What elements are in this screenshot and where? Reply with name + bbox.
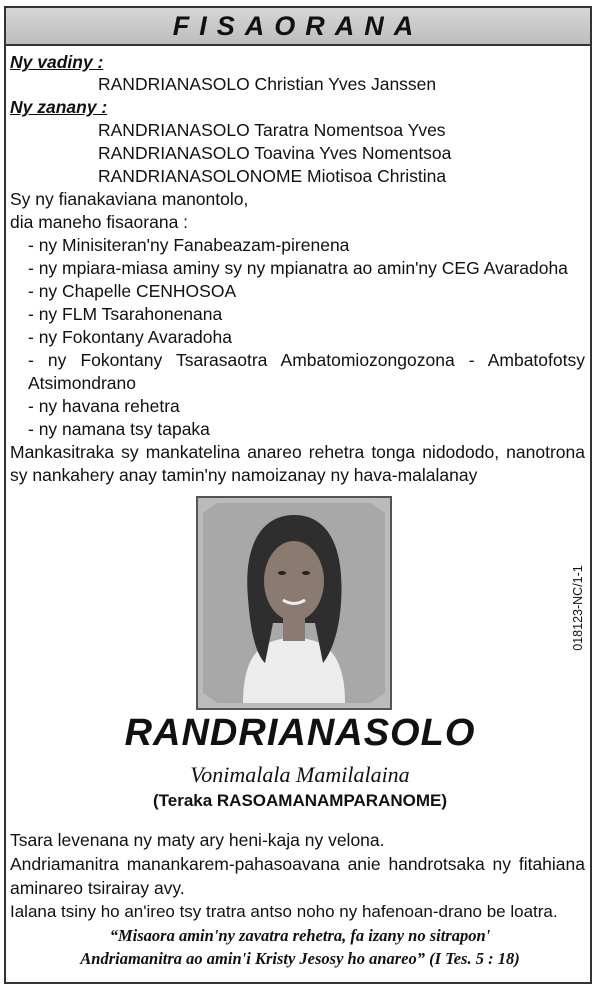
- thanks-item: - ny Fokontany Tsarasaotra Ambatomiozongozona - Ambatofotsy: [28, 350, 585, 370]
- notice-title: FISAORANA: [172, 10, 424, 41]
- child-name: RANDRIANASOLO Taratra Nomentsoa Yves: [98, 120, 446, 140]
- portrait-frame: [196, 496, 392, 710]
- thanks-item: - ny Fokontany Avaradoha: [28, 327, 232, 347]
- farewell-line: aminareo tsirairay avy.: [10, 878, 185, 898]
- child-name: RANDRIANASOLO Toavina Yves Nomentsoa: [98, 143, 452, 163]
- child-name: RANDRIANASOLONOME Miotisoa Christina: [98, 166, 447, 186]
- deceased-maiden-name: (Teraka RASOAMANAMPARANOME): [152, 791, 448, 810]
- bible-verse-line: “Misaora amin'ny zavatra rehetra, fa izany no sitrapon': [109, 926, 491, 945]
- header-banner: [6, 8, 590, 46]
- thanks-item: - ny havana rehetra: [28, 396, 180, 416]
- thanks-item: - ny namana tsy tapaka: [28, 419, 210, 439]
- bible-verse-line: Andriamanitra ao amin'i Kristy Jesosy ho anareo” (I Tes. 5 : 18): [80, 949, 520, 968]
- closing-line: sy nankahery anay tamin'ny namoizanay ny hava-malalanay: [10, 465, 478, 485]
- thanks-item: - ny mpiara-miasa aminy sy ny mpianatra ao amin'ny CEG Avaradoha: [28, 258, 568, 278]
- deceased-surname: RANDRIANASOLO: [124, 712, 476, 754]
- widower-label: Ny vadiny :: [10, 52, 104, 72]
- farewell-line: Tsara levenana ny maty ary heni-kaja ny velona.: [10, 830, 385, 850]
- portrait-illustration: [203, 503, 385, 703]
- thanks-item: - ny Minisiteran'ny Fanabeazam-pirenena: [28, 235, 350, 255]
- intro-line: Sy ny fianakaviana manontolo,: [10, 189, 249, 209]
- thanks-item: - ny Chapelle CENHOSOA: [28, 281, 237, 301]
- ad-reference-code: 018123-NC/1-1: [571, 565, 585, 651]
- children-label: Ny zanany :: [10, 97, 108, 117]
- thanks-item-continued: Atsimondrano: [28, 373, 136, 393]
- thanks-item: - ny FLM Tsarahonenana: [28, 304, 223, 324]
- farewell-line: Ialana tsiny ho an'ireo tsy tratra antso noho ny hafenoan-drano be loatra.: [10, 902, 558, 921]
- intro-line: dia maneho fisaorana :: [10, 212, 189, 232]
- deceased-given-names: Vonimalala Mamilalaina: [190, 762, 410, 787]
- closing-line: Mankasitraka sy mankatelina anareo rehetra tonga nidododo, nanotrona: [10, 442, 585, 462]
- widower-name: RANDRIANASOLO Christian Yves Janssen: [98, 74, 437, 94]
- farewell-line: Andriamanitra manankarem-pahasoavana anie handrotsaka ny fitahiana: [10, 854, 585, 874]
- portrait-photo: [203, 503, 385, 703]
